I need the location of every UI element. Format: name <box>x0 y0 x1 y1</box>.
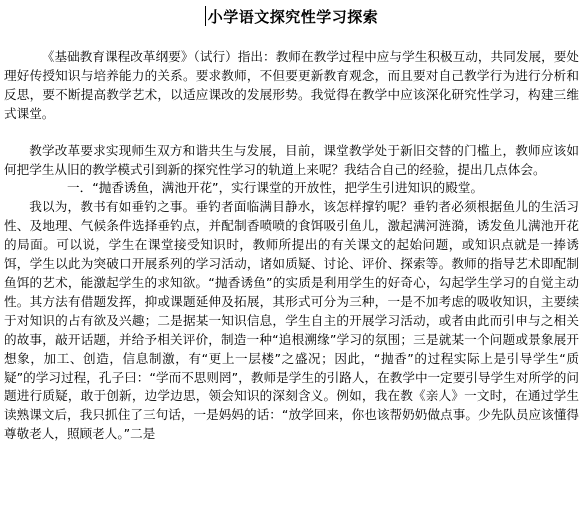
paragraph-intro[interactable]: 《基础教育课程改革纲要》（试行）指出：教师在教学过程中应与学生积极互动，共同发展，要处理好传授知识与培养能力的关系。要求教师，不但要更新教育观念，而且要对自己教学行为进行分析和反思，要不断提高教学艺术，以适应课改的发展形势。我觉得在教学中应该深化研究性学习，构建三维式课堂。 <box>4 49 579 121</box>
paragraph-reform[interactable]: 教学改革要求实现师生双方和谐共生与发展，目前，课堂教学处于新旧交替的门槛上，教师应该如何把学生从旧的教学模式引到新的探究性学习的轨道上来呢？我结合自己的经验，提出几点体会。 <box>4 142 579 177</box>
section-heading-one[interactable]: 一．“抛香诱鱼，满池开花”，实行课堂的开放性，把学生引进知识的殿堂。 <box>67 180 484 196</box>
text-cursor <box>205 6 206 26</box>
paragraph-fishing-analogy[interactable]: 我以为，教书有如垂钓之事。垂钓者面临满目静水，该怎样撑钓呢？垂钓者必须根据鱼儿的生活习性、及地理、气候条件选择垂钓点，并配制香喷喷的食饵吸引鱼儿，激起满河涟漪，诱发鱼儿满池开花的局面。可以说，学生在课堂接受知识时，教师所提出的有关课文的起始问题，或知识点就是一捧诱饵，学生以此为突破口开展系列的学习活动，诸如质疑、讨论、评价、探索等。教师的指导艺术即配制鱼饵的艺术，能激起学生的求知欲。“抛香诱鱼”的实质是利用学生的好奇心，勾起学生学习的自觉主动性。其方法有借题发挥，抑或课题延伸及拓展，其形式可分为三种，一是不加考虑的吸收知识，主要续于对知识的占有欲及兴趣；二是据某一知识信息，学生自主的开展学习活动，或者由此而引申与之相关的故事，敲开话题，并给予相关评价，制造一种“追根溯缘”学习的氛围；三是就某一个问题或景象展开想象，加工、创造，信息制激，有“更上一层楼”之盛况；因此，“抛香”的过程实际上是引导学生“质疑”的学习过程，孔子曰：“学而不思则罔”，教师是学生的引路人，在教学中一定要引导学生对所学的问题进行质疑，敢于创新，边学边思，领会知识的深刻含义。例如，我在教《亲人》一文时，在通过学生读熟课文后，我只抓住了三句话，一是妈妈的话：“放学回来，你也该帮奶奶做点事。少先队员应该懂得尊敬老人，照顾老人。”二是 <box>4 199 579 442</box>
document-title[interactable]: 小学语文探究性学习探索 <box>207 8 379 26</box>
title-line <box>0 6 583 27</box>
document-body[interactable] <box>4 48 579 444</box>
